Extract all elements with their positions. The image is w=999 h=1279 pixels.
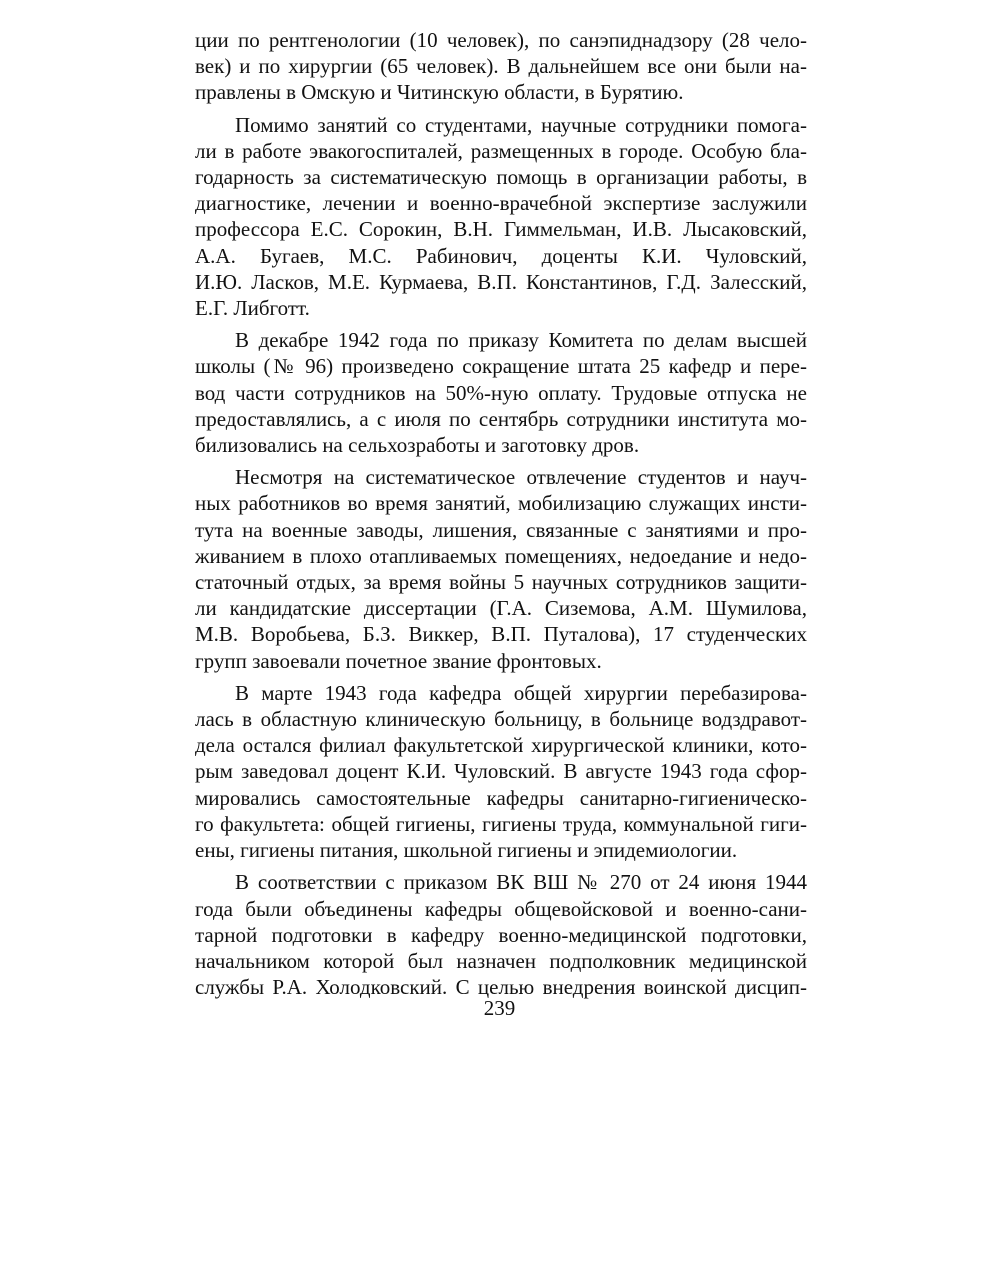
text-line: тарной подготовки в кафедру военно-медицинской подготовки, bbox=[195, 922, 807, 947]
text-line: предоставлялись, а с июля по сентябрь сотрудники института мо- bbox=[195, 406, 807, 431]
text-line: билизовались на сельхозработы и заготовку дров. bbox=[195, 433, 640, 458]
text-line: школы (№ 96) произведено сокращение штата 25 кафедр и пере- bbox=[195, 354, 807, 379]
paragraph-2 bbox=[195, 112, 807, 322]
text-line: ли кандидатские диссертации (Г.А. Сиземова, А.М. Шумилова, bbox=[195, 596, 807, 621]
text-line: лась в областную клиническую больницу, в больнице водздравот- bbox=[195, 707, 807, 732]
text-line: годарность за систематическую помощь в организации работы, в bbox=[195, 165, 807, 190]
paragraph-3 bbox=[195, 327, 807, 458]
text-line: мировались самостоятельные кафедры санитарно-гигиеническо- bbox=[195, 785, 807, 810]
text-line: М.В. Воробьева, Б.З. Виккер, В.П. Путалова), 17 студенческих bbox=[195, 622, 807, 647]
text-line: И.Ю. Ласков, М.Е. Курмаева, В.П. Константинов, Г.Д. Залесский, bbox=[195, 269, 807, 294]
text-line: А.А. Бугаев, М.С. Рабинович, доценты К.И. Чуловский, bbox=[195, 243, 807, 268]
text-line: В соответствии с приказом ВК ВШ № 270 от 24 июня 1944 bbox=[235, 870, 807, 895]
text-line: В декабре 1942 года по приказу Комитета по делам высшей bbox=[235, 328, 807, 353]
paragraph-1 bbox=[195, 27, 807, 106]
text-line: живанием в плохо отапливаемых помещениях, недоедание и недо- bbox=[195, 543, 807, 568]
text-line: го факультета: общей гигиены, гигиены труда, коммунальной гиги- bbox=[195, 811, 807, 836]
text-line: вод части сотрудников на 50%-ную оплату. Трудовые отпуска не bbox=[195, 380, 807, 405]
text-line: правлены в Омскую и Читинскую области, в Бурятию. bbox=[195, 80, 684, 105]
text-line: ных работников во время занятий, мобилизацию служащих инсти- bbox=[195, 491, 807, 516]
paragraph-6 bbox=[195, 869, 807, 1000]
text-line: тута на военные заводы, лишения, связанные с занятиями и про- bbox=[195, 517, 807, 542]
page-body bbox=[195, 27, 807, 1006]
text-line: статочный отдых, за время войны 5 научных сотрудников защити- bbox=[195, 570, 807, 595]
text-line: век) и по хирургии (65 человек). В дальнейшем все они были на- bbox=[195, 54, 807, 79]
text-line: дела остался филиал факультетской хирургической клиники, кото- bbox=[195, 733, 807, 758]
paragraph-5 bbox=[195, 680, 807, 863]
text-line: профессора Е.С. Сорокин, В.Н. Гиммельман, И.В. Лысаковский, bbox=[195, 217, 807, 242]
text-line: ции по рентгенологии (10 человек), по санэпиднадзору (28 чело- bbox=[195, 28, 807, 52]
text-line: года были объединены кафедры общевойсковой и военно-сани- bbox=[195, 896, 807, 921]
text-line: службы Р.А. Холодковский. С целью внедрения воинской дисцип- bbox=[195, 975, 807, 1000]
text-line: начальником которой был назначен подполковник медицинской bbox=[195, 948, 807, 973]
text-line: диагностике, лечении и военно-врачебной экспертизе заслужили bbox=[195, 191, 807, 216]
text-line: рым заведовал доцент К.И. Чуловский. В августе 1943 года сфор- bbox=[195, 759, 807, 784]
text-line: В марте 1943 года кафедра общей хирургии перебазирова- bbox=[235, 680, 807, 705]
paragraph-4 bbox=[195, 464, 807, 674]
text-line: групп завоевали почетное звание фронтовых. bbox=[195, 648, 602, 673]
text-line: ены, гигиены питания, школьной гигиены и эпидемиологии. bbox=[195, 838, 738, 863]
text-line: Помимо занятий со студентами, научные сотрудники помога- bbox=[235, 112, 807, 137]
text-line: Несмотря на систематическое отвлечение студентов и науч- bbox=[235, 465, 807, 490]
text-line: ли в работе эвакогоспиталей, размещенных в городе. Особую бла- bbox=[195, 138, 807, 163]
text-line: Е.Г. Либготт. bbox=[195, 296, 310, 321]
page-number: 239 bbox=[483, 996, 516, 1020]
